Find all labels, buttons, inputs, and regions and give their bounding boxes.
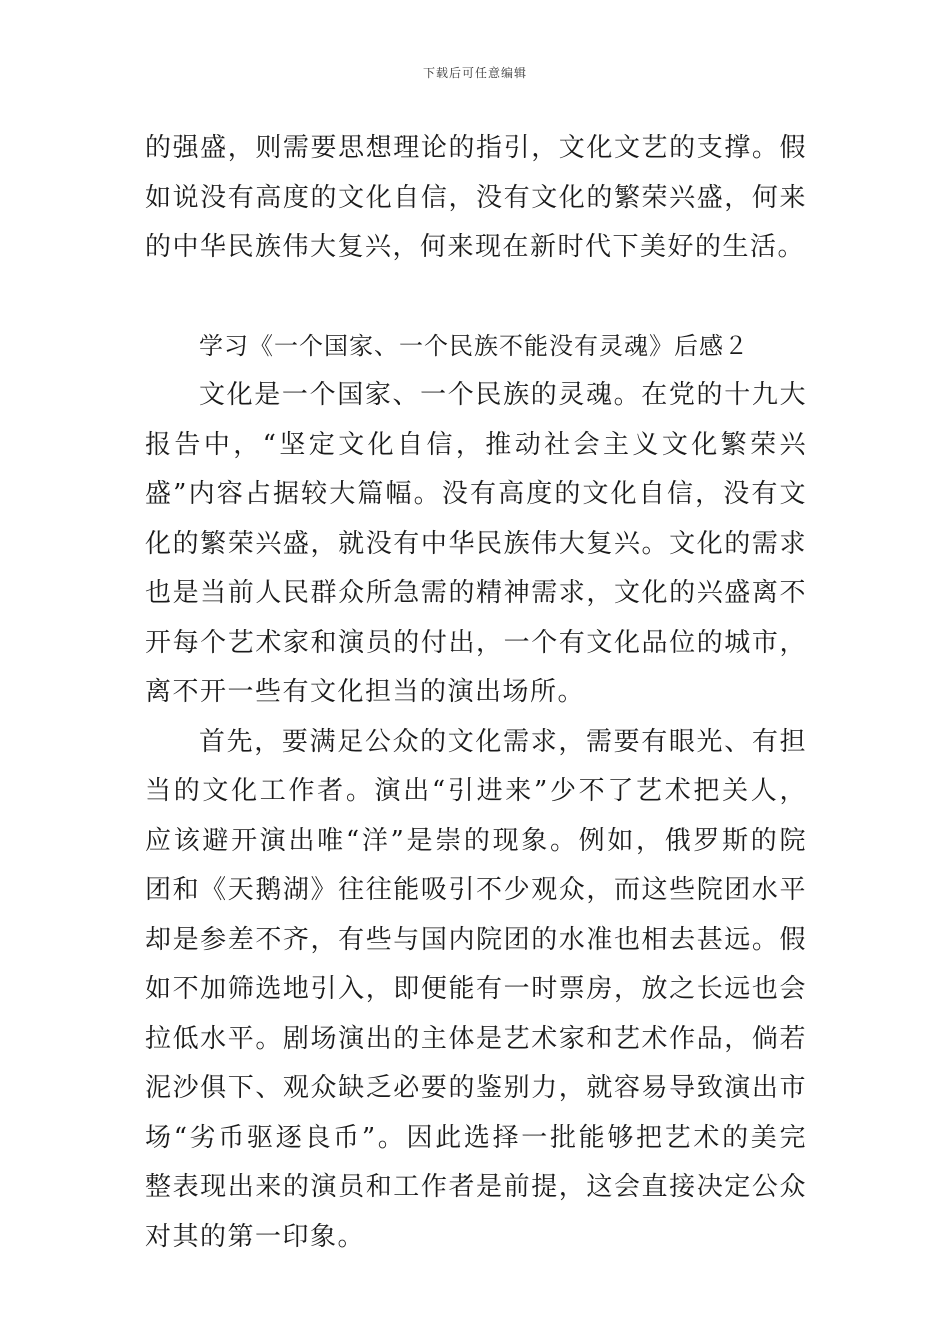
page-header-note: 下载后可任意编辑: [422, 66, 527, 80]
document-body: [145, 124, 807, 1262]
intro-paragraph: 的强盛，则需要思想理论的指引，文化文艺的支撑。假如说没有高度的文化自信，没有文化的繁荣兴盛，何来的中华民族伟大复兴，何来现在新时代下美好的生活。: [145, 133, 807, 262]
body-paragraph-2: 首先，要满足公众的文化需求，需要有眼光、有担当的文化工作者。演出“引进来”少不了艺术把关人，应该避开演出唯“洋”是崇的现象。例如，俄罗斯的院团和《天鹅湖》往往能吸引不少观众，而这些院团水平却是参差不齐，有些与国内院团的水准也相去甚远。假如不加筛选地引入，即便能有一时票房，放之长远也会拉低水平。剧场演出的主体是艺术家和艺术作品，倘若泥沙俱下、观众缺乏必要的鉴别力，就容易导致演出市场“劣币驱逐良币”。因此选择一批能够把艺术的美完整表现出来的演员和工作者是前提，这会直接决定公众对其的第一印象。: [145, 726, 807, 1252]
body-paragraph-1: 文化是一个国家、一个民族的灵魂。在党的十九大报告中，“坚定文化自信，推动社会主义文化繁荣兴盛”内容占据较大篇幅。没有高度的文化自信，没有文化的繁荣兴盛，就没有中华民族伟大复兴。文化的需求也是当前人民群众所急需的精神需求，文化的兴盛离不开每个艺术家和演员的付出，一个有文化品位的城市，离不开一些有文化担当的演出场所。: [145, 380, 807, 707]
paragraph-spacer: [145, 273, 807, 322]
section-title: 学习《一个国家、一个民族不能没有灵魂》后感２: [199, 331, 749, 360]
